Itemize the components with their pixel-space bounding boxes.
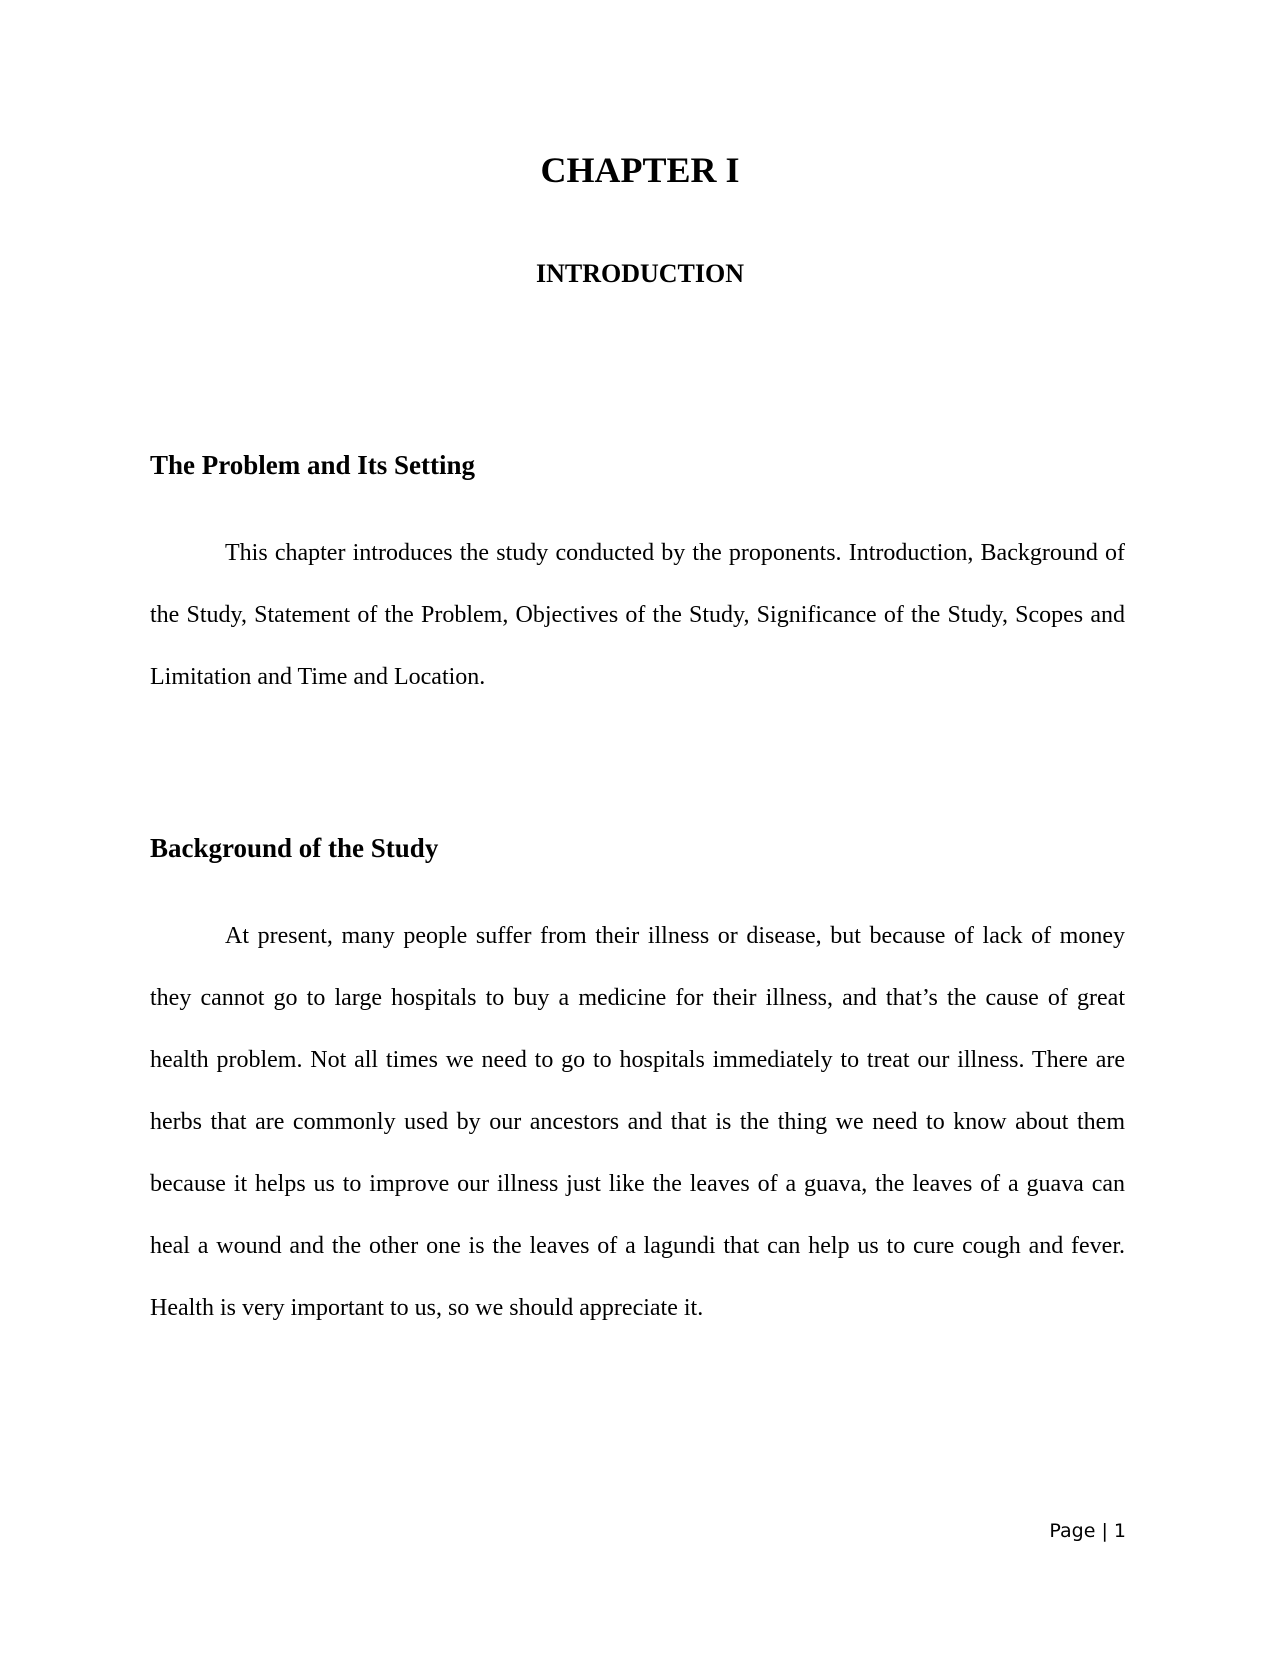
section-heading-background: Background of the Study bbox=[150, 833, 439, 863]
paragraph-problem-setting: This chapter introduces the study conducted by the proponents. Introduction, Background of the Study, Statement of the Problem, Objectives of the Study, Significance of the Study, Scopes and Limitation and Time and Location. bbox=[150, 540, 1125, 690]
chapter-subtitle: INTRODUCTION bbox=[535, 259, 745, 288]
page-number: Page | 1 bbox=[1049, 1520, 1126, 1542]
section-heading-problem-setting: The Problem and Its Setting bbox=[150, 450, 476, 480]
chapter-title: CHAPTER I bbox=[540, 150, 740, 190]
paragraph-background: At present, many people suffer from their illness or disease, but because of lack of money they cannot go to large hospitals to buy a medicine for their illness, and that’s the cause of great health problem. Not all times we need to go to hospitals immediately to treat our illness. There are herbs that are commonly used by our ancestors and that is the thing we need to know about them because it helps us to improve our illness just like the leaves of a guava, the leaves of a guava can heal a wound and the other one is the leaves of a lagundi that can help us to cure cough and fever. Health is very important to us, so we should appreciate it. bbox=[150, 923, 1125, 1321]
